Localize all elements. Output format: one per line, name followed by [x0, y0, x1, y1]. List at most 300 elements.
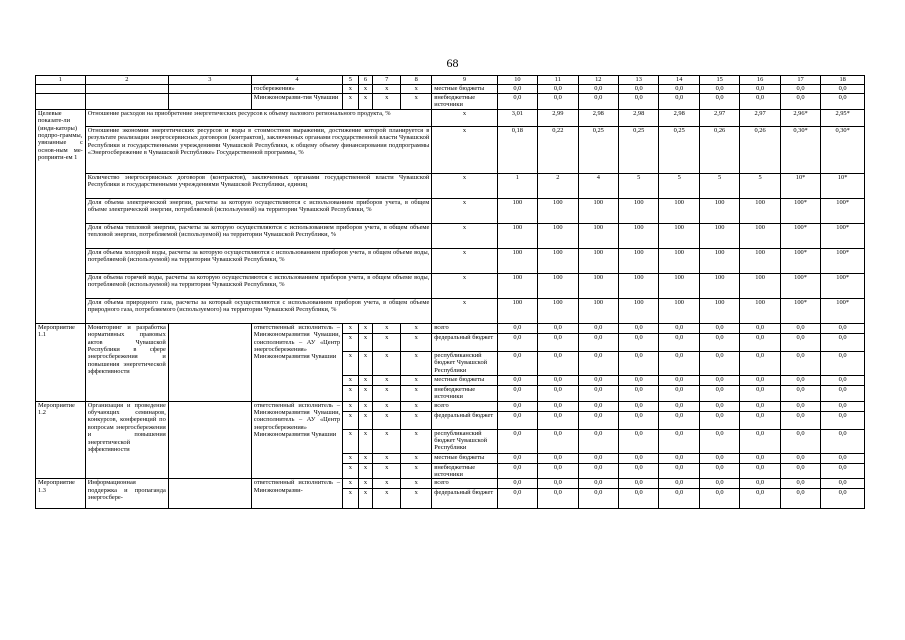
value-cell: 0,30*	[821, 126, 865, 173]
continuation-row	[36, 85, 865, 94]
value-cell: 0,0	[659, 411, 699, 429]
target-indicator-row	[36, 173, 865, 198]
value-cell: 4	[578, 173, 618, 198]
header-cell: 15	[699, 76, 739, 85]
value-cell: 100	[497, 248, 537, 273]
value-cell: 0,0	[740, 333, 780, 351]
empty-cell	[168, 401, 251, 479]
measure-name: Мониторинг и разработка нормативных правовых актов Чувашской Республики в сфере энергосбережения и повышения энергетической эффективности	[85, 323, 168, 401]
header-cell: 16	[740, 76, 780, 85]
value-cell: 10*	[780, 173, 820, 198]
code-cell: x	[358, 94, 373, 110]
value-cell: 0,0	[821, 453, 865, 463]
code-cell: x	[373, 463, 401, 479]
value-cell: 0,25	[619, 126, 659, 173]
header-cell: 13	[619, 76, 659, 85]
value-cell: 0,0	[780, 375, 820, 385]
indicator-text: Доля объема тепловой энергии, расчеты за которую осуществляются с использованием приборов учета, в общем объеме тепловой энергии, потребляемой (используемой) на территории Чувашской Республики, %	[85, 223, 432, 248]
value-cell: 0,0	[538, 453, 578, 463]
value-cell: 0,0	[497, 85, 537, 94]
value-cell: 100*	[780, 223, 820, 248]
value-cell: 0,0	[740, 94, 780, 110]
value-cell: 100*	[821, 248, 865, 273]
value-cell: 0,0	[821, 85, 865, 94]
value-cell: 0,0	[699, 411, 739, 429]
value-cell: 100*	[780, 273, 820, 298]
code-cell: x	[432, 109, 497, 126]
value-cell: 100	[619, 198, 659, 223]
value-cell: 0,0	[578, 351, 618, 375]
executor-cell: ответственный исполнитель – Минэкономразвития Чувашии, соисполнитель – АУ «Центр энергосбережения» Минэкономразвития Чувашии	[251, 323, 342, 401]
value-cell: 100	[699, 248, 739, 273]
code-cell: x	[401, 351, 432, 375]
header-row	[36, 76, 865, 85]
value-cell: 0,0	[578, 323, 618, 333]
value-cell: 0,0	[699, 85, 739, 94]
header-cell: 1	[36, 76, 86, 85]
code-cell: x	[358, 463, 373, 479]
value-cell: 100	[497, 273, 537, 298]
value-cell: 0,0	[578, 401, 618, 411]
value-cell: 100	[619, 298, 659, 323]
header-cell: 7	[373, 76, 401, 85]
value-cell: 0,0	[821, 333, 865, 351]
value-cell: 0,0	[578, 489, 618, 509]
value-cell: 0,0	[699, 351, 739, 375]
measure-row	[36, 401, 865, 411]
value-cell: 0,0	[538, 479, 578, 489]
value-cell: 100*	[821, 198, 865, 223]
value-cell: 100	[578, 298, 618, 323]
value-cell: 0,0	[821, 351, 865, 375]
funding-source-cell: федеральный бюджет	[432, 411, 497, 429]
value-cell: 0,0	[497, 463, 537, 479]
value-cell: 5	[699, 173, 739, 198]
value-cell: 0,0	[619, 463, 659, 479]
value-cell: 0,0	[659, 489, 699, 509]
code-cell: x	[343, 453, 359, 463]
value-cell: 0,0	[538, 333, 578, 351]
code-cell: x	[358, 351, 373, 375]
measure-row	[36, 323, 865, 333]
value-cell: 0,0	[619, 479, 659, 489]
value-cell: 0,0	[497, 375, 537, 385]
value-cell: 0,0	[619, 411, 659, 429]
funding-source-cell: внебюджетные источники	[432, 94, 497, 110]
code-cell: x	[358, 489, 373, 509]
indicator-text: Доля объема горячей воды, расчеты за которую осуществляются с использованием приборов учета, в общем объеме воды, потребляемой (используемой) на территории Чувашской Республики, %	[85, 273, 432, 298]
value-cell: 3,01	[497, 109, 537, 126]
header-cell: 14	[659, 76, 699, 85]
program-table	[35, 75, 865, 509]
indicator-text: Отношение экономии энергетических ресурсов и воды в стоимостном выражении, достижение которой планируется в результате реализации энергосервисных договоров (контрактов), заключенных органами государственной власти Чувашской Республики и государственными учреждениями Чувашской Республики, к общему объему финансирования подпрограммы «Энергосбережение в Чувашской Республике» Государственной программы, %	[85, 126, 432, 173]
value-cell: 100	[699, 198, 739, 223]
value-cell: 100	[740, 223, 780, 248]
value-cell: 100*	[780, 298, 820, 323]
value-cell: 2,95*	[821, 109, 865, 126]
value-cell: 100	[497, 223, 537, 248]
code-cell: x	[358, 385, 373, 401]
value-cell: 0,0	[821, 489, 865, 509]
code-cell: x	[373, 401, 401, 411]
value-cell: 0,30*	[780, 126, 820, 173]
value-cell: 0,0	[619, 401, 659, 411]
measure-name: Информационная поддержка и пропаганда энергосбере-	[85, 479, 168, 509]
value-cell: 0,0	[497, 411, 537, 429]
continuation-row	[36, 94, 865, 110]
code-cell: x	[401, 375, 432, 385]
header-cell: 18	[821, 76, 865, 85]
funding-source-cell: всего	[432, 323, 497, 333]
code-cell: x	[358, 85, 373, 94]
value-cell: 0,0	[538, 94, 578, 110]
value-cell: 0,25	[659, 126, 699, 173]
value-cell: 0,0	[699, 401, 739, 411]
value-cell: 100	[740, 298, 780, 323]
code-cell: x	[373, 85, 401, 94]
funding-source-cell: местные бюджеты	[432, 375, 497, 385]
value-cell: 10*	[821, 173, 865, 198]
page-number: 68	[446, 56, 459, 70]
code-cell: x	[401, 401, 432, 411]
value-cell: 0,0	[780, 489, 820, 509]
empty-cell	[36, 85, 86, 94]
value-cell: 0,0	[578, 453, 618, 463]
header-cell: 12	[578, 76, 618, 85]
value-cell: 0,0	[619, 453, 659, 463]
empty-cell	[168, 479, 251, 509]
code-cell: x	[358, 479, 373, 489]
funding-source-cell: федеральный бюджет	[432, 333, 497, 351]
code-cell: x	[373, 411, 401, 429]
code-cell: x	[373, 453, 401, 463]
value-cell: 100	[699, 298, 739, 323]
value-cell: 2,98	[659, 109, 699, 126]
value-cell: 0,0	[578, 375, 618, 385]
value-cell: 0,0	[619, 333, 659, 351]
value-cell: 0,0	[780, 479, 820, 489]
value-cell: 0,0	[699, 479, 739, 489]
value-cell: 0,0	[619, 385, 659, 401]
value-cell: 100	[659, 298, 699, 323]
value-cell: 0,0	[659, 375, 699, 385]
value-cell: 100	[538, 198, 578, 223]
measure-name: Организация и проведение обучающих семинаров, конкурсов, конференций по вопросам энергосбережения и повышения энергетической эффективности	[85, 401, 168, 479]
value-cell: 0,0	[538, 489, 578, 509]
value-cell: 0,0	[578, 85, 618, 94]
value-cell: 100	[699, 223, 739, 248]
code-cell: x	[432, 223, 497, 248]
value-cell: 2,99	[538, 109, 578, 126]
value-cell: 0,0	[659, 479, 699, 489]
funding-source-cell: всего	[432, 401, 497, 411]
value-cell: 0,0	[780, 429, 820, 453]
code-cell: x	[432, 298, 497, 323]
value-cell: 0,0	[659, 85, 699, 94]
value-cell: 0,0	[780, 463, 820, 479]
code-cell: x	[343, 94, 359, 110]
code-cell: x	[401, 453, 432, 463]
empty-cell	[168, 85, 251, 94]
code-cell: x	[343, 429, 359, 453]
value-cell: 0,0	[538, 429, 578, 453]
header-cell: 5	[343, 76, 359, 85]
code-cell: x	[401, 385, 432, 401]
value-cell: 5	[659, 173, 699, 198]
value-cell: 0,0	[619, 351, 659, 375]
value-cell: 100	[578, 248, 618, 273]
value-cell: 0,0	[619, 94, 659, 110]
code-cell: x	[373, 94, 401, 110]
code-cell: x	[358, 453, 373, 463]
value-cell: 100	[538, 248, 578, 273]
value-cell: 2,96*	[780, 109, 820, 126]
value-cell: 0,0	[619, 375, 659, 385]
empty-cell	[168, 94, 251, 110]
value-cell: 0,0	[821, 385, 865, 401]
value-cell: 100	[699, 273, 739, 298]
value-cell: 0,0	[497, 401, 537, 411]
value-cell: 0,0	[699, 429, 739, 453]
value-cell: 0,0	[740, 375, 780, 385]
value-cell: 0,0	[538, 385, 578, 401]
header-cell: 3	[168, 76, 251, 85]
value-cell: 0,0	[659, 463, 699, 479]
value-cell: 0,0	[740, 453, 780, 463]
measure-label: Мероприятие 1.3	[36, 479, 86, 509]
code-cell: x	[401, 323, 432, 333]
value-cell: 0,0	[821, 375, 865, 385]
value-cell: 0,18	[497, 126, 537, 173]
value-cell: 0,0	[578, 385, 618, 401]
value-cell: 0,0	[497, 385, 537, 401]
funding-source-cell: республиканский бюджет Чувашской Республики	[432, 429, 497, 453]
code-cell: x	[401, 429, 432, 453]
value-cell: 0,0	[740, 385, 780, 401]
value-cell: 0,0	[821, 401, 865, 411]
measure-label: Мероприятие 1.2	[36, 401, 86, 479]
value-cell: 2,97	[699, 109, 739, 126]
target-indicator-row	[36, 198, 865, 223]
value-cell: 5	[619, 173, 659, 198]
code-cell: x	[358, 323, 373, 333]
value-cell: 0,0	[497, 351, 537, 375]
value-cell: 0,0	[780, 333, 820, 351]
target-indicator-row	[36, 109, 865, 126]
value-cell: 100	[578, 223, 618, 248]
value-cell: 100	[619, 248, 659, 273]
value-cell: 0,0	[659, 323, 699, 333]
header-cell: 4	[251, 76, 342, 85]
code-cell: x	[432, 173, 497, 198]
code-cell: x	[343, 479, 359, 489]
code-cell: x	[343, 411, 359, 429]
indicator-text: Доля объема электрической энергии, расчеты за которую осуществляются с использованием приборов учета, в общем объеме электрической энергии, потребляемой (используемой) на территории Чувашской Республики, %	[85, 198, 432, 223]
target-indicator-row	[36, 248, 865, 273]
value-cell: 0,0	[538, 323, 578, 333]
target-indicator-row	[36, 298, 865, 323]
value-cell: 0,0	[780, 323, 820, 333]
code-cell: x	[401, 85, 432, 94]
value-cell: 100	[497, 298, 537, 323]
value-cell: 0,0	[659, 453, 699, 463]
value-cell: 0,0	[740, 401, 780, 411]
value-cell: 0,0	[821, 323, 865, 333]
value-cell: 100	[538, 273, 578, 298]
code-cell: x	[432, 248, 497, 273]
value-cell: 0,0	[780, 94, 820, 110]
code-cell: x	[373, 489, 401, 509]
value-cell: 100*	[821, 298, 865, 323]
value-cell: 1	[497, 173, 537, 198]
indicator-text: Доля объема холодной воды, расчеты за которую осуществляются с использованием приборов учета, в общем объеме воды, потребляемой (используемой) на территории Чувашской Республики, %	[85, 248, 432, 273]
value-cell: 100*	[780, 198, 820, 223]
value-cell: 100	[659, 248, 699, 273]
code-cell: x	[358, 411, 373, 429]
target-indicator-row	[36, 126, 865, 173]
funding-source-cell: местные бюджеты	[432, 453, 497, 463]
value-cell: 0,0	[740, 411, 780, 429]
measure-row	[36, 479, 865, 489]
value-cell: 0,0	[619, 85, 659, 94]
value-cell: 0,0	[497, 323, 537, 333]
funding-source-cell: внебюджетные источники	[432, 385, 497, 401]
empty-cell	[168, 323, 251, 401]
funding-source-cell: всего	[432, 479, 497, 489]
value-cell: 100	[740, 248, 780, 273]
value-cell: 0,0	[699, 463, 739, 479]
targets-label: Целевые показате-ли (инди-каторы) подпро-граммы, увязанные с основ-ным ме-роприяти-ем 1	[36, 109, 86, 323]
value-cell: 0,0	[497, 333, 537, 351]
value-cell: 2,98	[578, 109, 618, 126]
value-cell: 0,0	[497, 429, 537, 453]
value-cell: 0,0	[780, 85, 820, 94]
value-cell: 0,0	[538, 85, 578, 94]
code-cell: x	[343, 351, 359, 375]
header-cell: 8	[401, 76, 432, 85]
code-cell: x	[373, 351, 401, 375]
measure-label: Мероприятие 1.1	[36, 323, 86, 401]
value-cell: 100	[578, 198, 618, 223]
value-cell: 100	[578, 273, 618, 298]
value-cell: 100	[619, 223, 659, 248]
empty-cell	[85, 85, 168, 94]
value-cell: 0,0	[780, 385, 820, 401]
header-cell: 6	[358, 76, 373, 85]
value-cell: 0,0	[538, 463, 578, 479]
code-cell: x	[401, 94, 432, 110]
code-cell: x	[432, 198, 497, 223]
indicator-text: Отношение расходов на приобретение энергетических ресурсов к объему валового регионального продукта, %	[85, 109, 432, 126]
value-cell: 0,0	[659, 333, 699, 351]
code-cell: x	[343, 375, 359, 385]
code-cell: x	[401, 479, 432, 489]
value-cell: 0,0	[538, 351, 578, 375]
funding-source-cell: местные бюджеты	[432, 85, 497, 94]
value-cell: 0,0	[740, 429, 780, 453]
code-cell: x	[401, 489, 432, 509]
value-cell: 0,0	[740, 479, 780, 489]
header-cell: 10	[497, 76, 537, 85]
executor-cell: ответственный исполнитель – Минэкономразви-	[251, 479, 342, 509]
value-cell: 0,0	[740, 323, 780, 333]
code-cell: x	[401, 411, 432, 429]
header-cell: 11	[538, 76, 578, 85]
value-cell: 0,0	[699, 385, 739, 401]
header-cell: 9	[432, 76, 497, 85]
code-cell: x	[343, 401, 359, 411]
code-cell: x	[373, 323, 401, 333]
value-cell: 0,26	[699, 126, 739, 173]
funding-source-cell: федеральный бюджет	[432, 489, 497, 509]
value-cell: 0,0	[619, 489, 659, 509]
value-cell: 0,0	[740, 463, 780, 479]
value-cell: 0,0	[619, 323, 659, 333]
indicator-text: Доля объема природного газа, расчеты за который осуществляются с использованием приборов учета, в общем объеме природного газа, потребляемого (используемого) на территории Чувашской Республики, %	[85, 298, 432, 323]
value-cell: 0,0	[659, 351, 699, 375]
value-cell: 0,0	[699, 453, 739, 463]
value-cell: 0,0	[740, 85, 780, 94]
value-cell: 100	[659, 273, 699, 298]
value-cell: 100	[659, 223, 699, 248]
executor-cell: Минэкономразви-тия Чувашии	[251, 94, 342, 110]
code-cell: x	[343, 85, 359, 94]
value-cell: 0,0	[821, 429, 865, 453]
value-cell: 100	[619, 273, 659, 298]
value-cell: 0,0	[578, 463, 618, 479]
code-cell: x	[373, 429, 401, 453]
code-cell: x	[343, 323, 359, 333]
value-cell: 0,0	[780, 401, 820, 411]
header-cell: 17	[780, 76, 820, 85]
value-cell: 0,0	[780, 351, 820, 375]
value-cell: 5	[740, 173, 780, 198]
value-cell: 0,0	[821, 463, 865, 479]
value-cell: 0,0	[699, 489, 739, 509]
code-cell: x	[432, 273, 497, 298]
code-cell: x	[373, 479, 401, 489]
code-cell: x	[358, 429, 373, 453]
value-cell: 100	[740, 273, 780, 298]
code-cell: x	[373, 333, 401, 351]
code-cell: x	[373, 375, 401, 385]
value-cell: 2	[538, 173, 578, 198]
value-cell: 0,0	[619, 429, 659, 453]
value-cell: 0,0	[578, 94, 618, 110]
value-cell: 0,0	[699, 375, 739, 385]
code-cell: x	[358, 401, 373, 411]
value-cell: 0,0	[538, 375, 578, 385]
value-cell: 0,0	[740, 351, 780, 375]
funding-source-cell: внебюджетные источники	[432, 463, 497, 479]
value-cell: 100	[497, 198, 537, 223]
value-cell: 0,26	[740, 126, 780, 173]
value-cell: 0,0	[699, 333, 739, 351]
value-cell: 0,0	[659, 385, 699, 401]
value-cell: 100	[538, 298, 578, 323]
value-cell: 0,0	[659, 94, 699, 110]
value-cell: 2,98	[619, 109, 659, 126]
value-cell: 0,0	[578, 429, 618, 453]
value-cell: 0,0	[497, 489, 537, 509]
value-cell: 100*	[780, 248, 820, 273]
value-cell: 0,0	[659, 401, 699, 411]
code-cell: x	[401, 333, 432, 351]
code-cell: x	[373, 385, 401, 401]
code-cell: x	[343, 489, 359, 509]
empty-cell	[36, 94, 86, 110]
value-cell: 100	[538, 223, 578, 248]
